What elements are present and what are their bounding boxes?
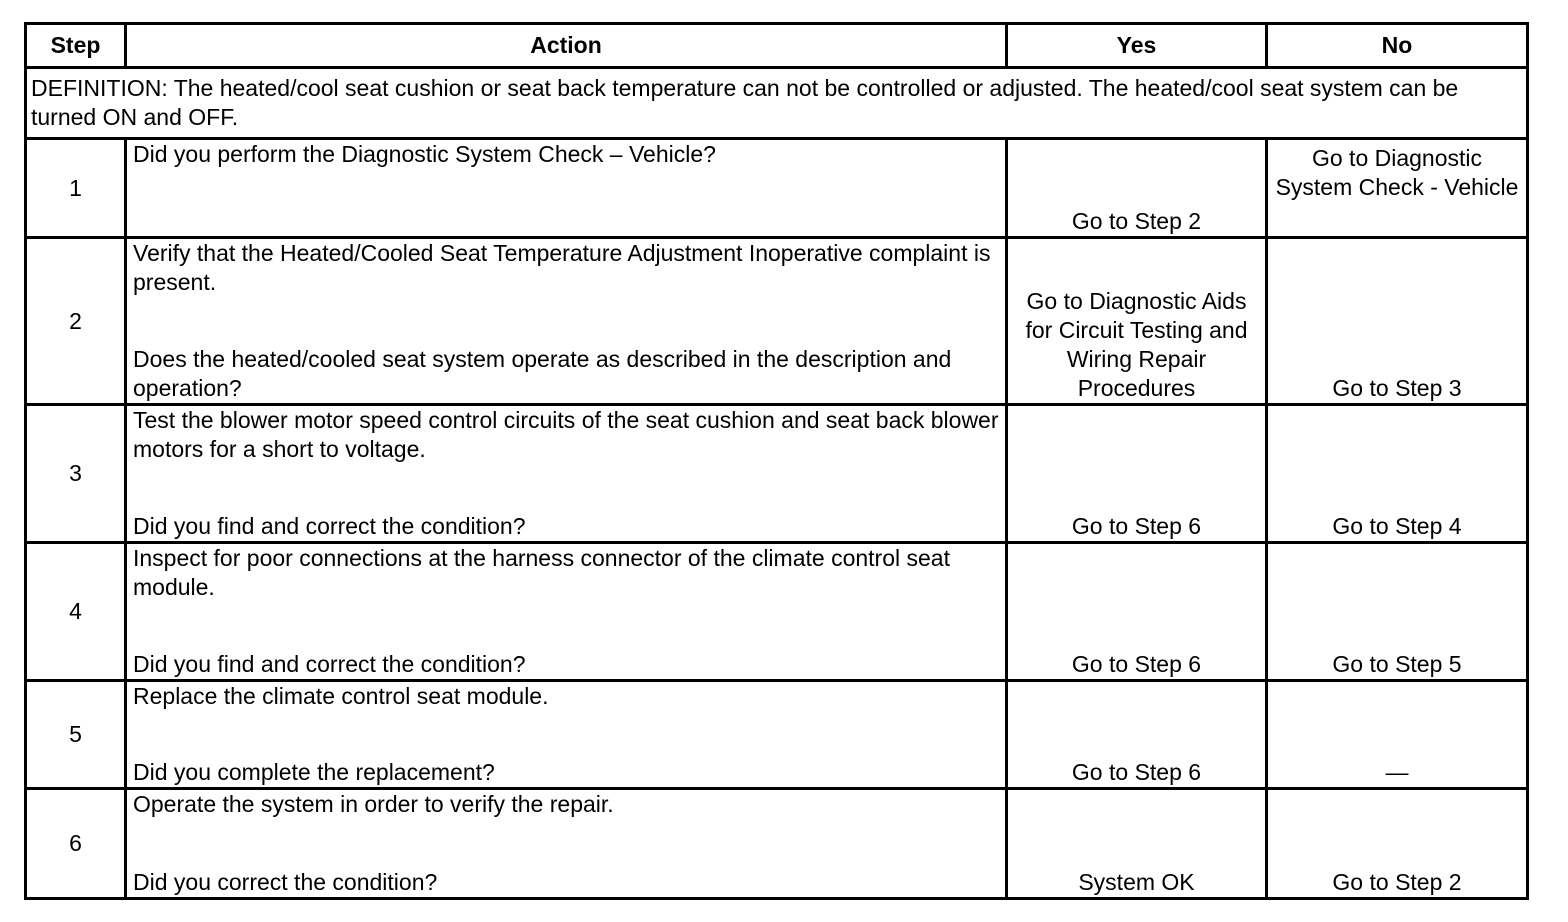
- step-number: 1: [26, 139, 126, 238]
- yes-result: Go to Step 2: [1007, 139, 1267, 238]
- action-question: Did you find and correct the condition?: [133, 513, 526, 539]
- action-question: Did you correct the condition?: [133, 869, 438, 895]
- definition-text: DEFINITION: The heated/cool seat cushion or seat back temperature can not be controlled or adjusted. The heated/cool seat system can be turned ON and OFF.: [26, 68, 1528, 139]
- action-instruction: Replace the climate control seat module.: [133, 683, 549, 709]
- step-number: 2: [26, 238, 126, 405]
- diagnostic-table: [24, 22, 1529, 900]
- action-question: Did you complete the replacement?: [133, 759, 495, 785]
- step-number: 3: [26, 405, 126, 543]
- step-number: 4: [26, 543, 126, 681]
- no-result: Go to Step 3: [1267, 238, 1528, 405]
- header-step: Step: [26, 24, 126, 68]
- yes-result: Go to Step 6: [1007, 405, 1267, 543]
- action-instruction: Inspect for poor connections at the harness connector of the climate control seat module.: [133, 545, 950, 600]
- action-instruction: Did you perform the Diagnostic System Check – Vehicle?: [133, 141, 716, 167]
- yes-result: System OK: [1007, 789, 1267, 899]
- step-number: 6: [26, 789, 126, 899]
- table-row: [26, 681, 1528, 789]
- action-question: Does the heated/cooled seat system operate as described in the description and operation?: [133, 346, 952, 401]
- no-result: Go to Step 4: [1267, 405, 1528, 543]
- no-result: —: [1267, 681, 1528, 789]
- header-row: [26, 24, 1528, 68]
- action-instruction: Test the blower motor speed control circuits of the seat cushion and seat back blower motors for a short to voltage.: [133, 407, 999, 462]
- action-cell: [126, 681, 1007, 789]
- no-result: Go to Step 5: [1267, 543, 1528, 681]
- action-instruction: Operate the system in order to verify the repair.: [133, 791, 614, 817]
- action-question: Did you find and correct the condition?: [133, 651, 526, 677]
- action-cell: [126, 238, 1007, 405]
- definition-row: [26, 68, 1528, 139]
- no-result: Go to Diagnostic System Check - Vehicle: [1267, 139, 1528, 238]
- header-no: No: [1267, 24, 1528, 68]
- yes-result: Go to Diagnostic Aids for Circuit Testing and Wiring Repair Procedures: [1007, 238, 1267, 405]
- action-cell: [126, 405, 1007, 543]
- no-result: Go to Step 2: [1267, 789, 1528, 899]
- header-yes: Yes: [1007, 24, 1267, 68]
- header-action: Action: [126, 24, 1007, 68]
- action-cell: [126, 139, 1007, 238]
- action-instruction: Verify that the Heated/Cooled Seat Temperature Adjustment Inoperative complaint is present.: [133, 240, 991, 295]
- step-number: 5: [26, 681, 126, 789]
- table-row: [26, 405, 1528, 543]
- table-row: [26, 543, 1528, 681]
- table-row: [26, 789, 1528, 899]
- table-row: [26, 139, 1528, 238]
- table-row: [26, 238, 1528, 405]
- action-cell: [126, 789, 1007, 899]
- action-cell: [126, 543, 1007, 681]
- yes-result: Go to Step 6: [1007, 681, 1267, 789]
- yes-result: Go to Step 6: [1007, 543, 1267, 681]
